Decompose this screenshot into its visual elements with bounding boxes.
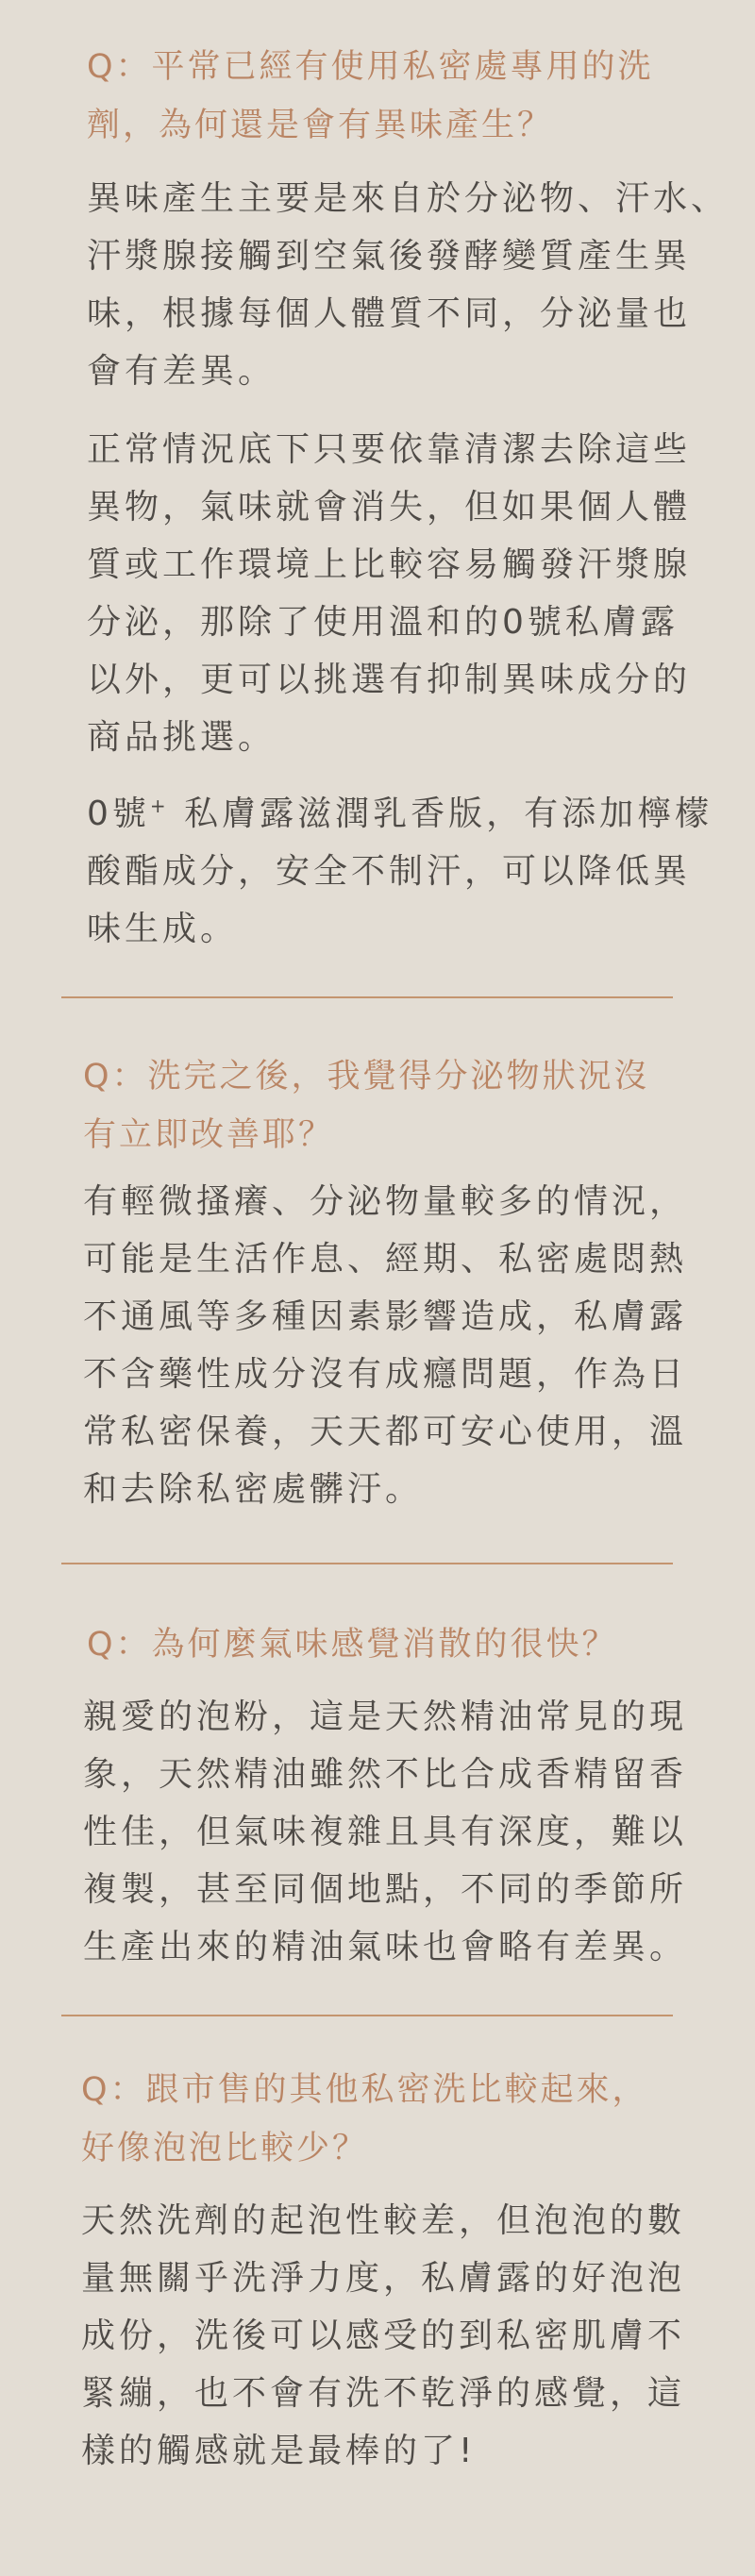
product-description: 私膚露滋潤乳香版，有添加檸檬 酸酯成分，安全不制汗，可以降低異 味生成。 [87, 795, 713, 948]
faq-question: Q：跟市售的其他私密洗比較起來， 好像泡泡比較少？ [81, 2071, 648, 2167]
faq-answer-paragraph: 天然洗劑的起泡性較差，但泡泡的數 量無關乎洗淨力度，私膚露的好泡泡 成份，洗後可以感受的到私密肌膚不 緊繃，也不會有洗不乾淨的感覺，這 樣的觸感就是最棒的了! [81, 2201, 686, 2470]
product-name: 0號 [87, 795, 150, 833]
faq-answer-paragraph: 有輕微搔癢、分泌物量較多的情況， 可能是生活作息、經期、私密處悶熱 不通風等多種因素影響造成，私膚露 不含藥性成分沒有成癮問題，作為日 常私密保養，天天都可安心使用，溫 和去除私密處髒汙。 [83, 1182, 688, 1509]
section-divider [61, 1563, 673, 1564]
section-divider [61, 2015, 673, 2016]
faq-answer-paragraph: 親愛的泡粉，這是天然精油常見的現 象，天然精油雖然不比合成香精留香 性佳，但氣味複雜且具有深度，難以 複製，甚至同個地點，不同的季節所 生產出來的精油氣味也會略有差異。 [83, 1698, 688, 1966]
plus-mark: + [149, 795, 170, 817]
faq-answer-paragraph [87, 785, 713, 958]
faq-answer-paragraph: 異味產生主要是來自於分泌物、汗水、 汗漿腺接觸到空氣後發酵變質產生異 味，根據每個人體質不同，分泌量也 會有差異。 [87, 179, 730, 391]
faq-answer-paragraph: 正常情況底下只要依靠清潔去除這些 異物，氣味就會消失，但如果個人體 質或工作環境上比較容易觸發汗漿腺 分泌，那除了使用溫和的0號私膚露 以外，更可以挑選有抑制異味成分的 商品挑選。 [87, 430, 692, 757]
faq-question: Q：為何麼氣味感覺消散的很快？ [87, 1626, 618, 1664]
faq-question: Q：洗完之後，我覺得分泌物狀況沒 有立即改善耶？ [83, 1058, 650, 1154]
section-divider [61, 996, 673, 998]
faq-question: Q：平常已經有使用私密處專用的洗 劑，為何還是會有異味產生？ [87, 48, 654, 144]
